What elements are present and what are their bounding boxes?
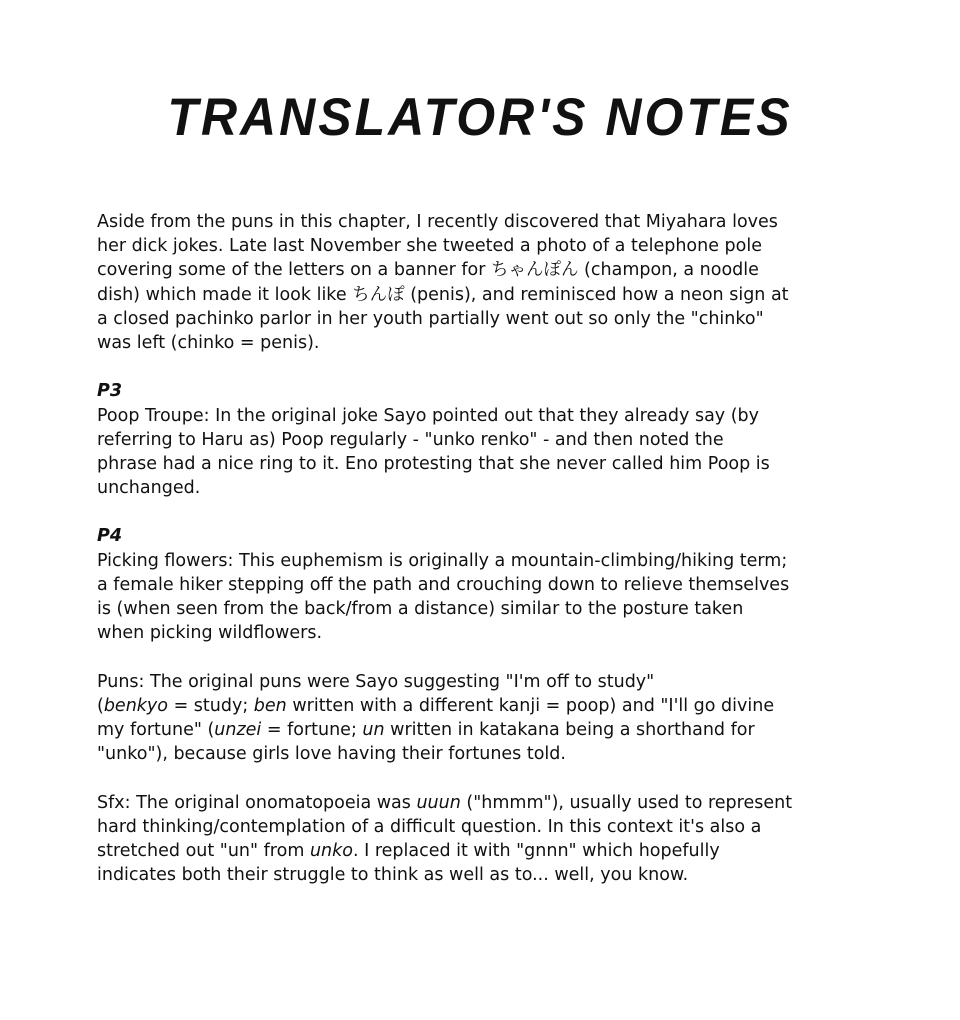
italic-term: unzei bbox=[214, 719, 262, 740]
text-segment: . I replaced it with "gnnn" which hopefully bbox=[352, 840, 720, 861]
text-line bbox=[97, 863, 792, 887]
text-segment: unchanged. bbox=[97, 478, 201, 499]
text-segment: Sfx: The original onomatopoeia was bbox=[97, 792, 417, 813]
text-segment: ("hmmm"), usually used to represent bbox=[460, 792, 793, 813]
text-line bbox=[97, 331, 792, 355]
text-line bbox=[97, 839, 792, 863]
note-paragraph bbox=[97, 210, 792, 355]
text-segment: a closed pachinko parlor in her youth partially went out so only the "chinko" bbox=[97, 308, 764, 329]
text-line bbox=[97, 210, 792, 234]
text-segment: "unko"), because girls love having their fortunes told. bbox=[97, 744, 566, 765]
section-heading: P3 bbox=[97, 381, 123, 402]
italic-term: ben bbox=[253, 695, 287, 716]
text-segment: written with a different kanji = poop) and "I'll go divine bbox=[286, 695, 775, 716]
text-segment: a female hiker stepping off the path and crouching down to relieve themselves bbox=[97, 574, 790, 595]
note-paragraph bbox=[97, 549, 792, 646]
text-line bbox=[97, 404, 792, 428]
note-paragraph bbox=[97, 791, 792, 888]
text-segment: Poop Troupe: In the original joke Sayo pointed out that they already say (by bbox=[97, 405, 760, 426]
italic-term: uuun bbox=[416, 792, 461, 813]
text-segment: her dick jokes. Late last November she tweeted a photo of a telephone pole bbox=[97, 236, 762, 257]
text-line bbox=[97, 791, 792, 815]
text-line bbox=[97, 694, 792, 718]
text-segment: Aside from the puns in this chapter, I recently discovered that Miyahara loves bbox=[97, 212, 778, 232]
text-segment: Puns: The original puns were Sayo suggesting "I'm off to study" bbox=[97, 671, 655, 692]
text-line bbox=[97, 307, 792, 331]
text-segment: = fortune; bbox=[261, 719, 363, 740]
text-line bbox=[97, 476, 792, 500]
text-segment: referring to Haru as) Poop regularly - "unko renko" - and then noted the bbox=[97, 429, 724, 450]
italic-term: benkyo bbox=[103, 695, 168, 716]
text-line bbox=[97, 549, 792, 573]
text-segment: dish) which made it look like ちんぽ (penis), and reminisced how a neon sign at bbox=[97, 284, 789, 305]
text-line bbox=[97, 258, 792, 282]
text-segment: stretched out "un" from bbox=[97, 840, 310, 861]
text-segment: hard thinking/contemplation of a difficult question. In this context it's also a bbox=[97, 816, 762, 837]
text-segment: Picking flowers: This euphemism is originally a mountain-climbing/hiking term; bbox=[97, 550, 788, 571]
text-segment: written in katakana being a shorthand for bbox=[384, 719, 755, 740]
text-line bbox=[97, 742, 792, 766]
italic-term: un bbox=[362, 719, 385, 740]
paragraph-gap bbox=[97, 500, 792, 524]
text-line bbox=[97, 428, 792, 452]
note-paragraph bbox=[97, 670, 792, 767]
note-paragraph bbox=[97, 404, 792, 501]
text-line bbox=[97, 573, 792, 597]
text-line bbox=[97, 815, 792, 839]
text-segment: my fortune" ( bbox=[97, 719, 215, 740]
page-title: TRANSLATOR'S NOTES bbox=[167, 87, 793, 147]
text-line bbox=[97, 670, 792, 694]
text-segment: when picking wildflowers. bbox=[97, 623, 323, 644]
text-segment: covering some of the letters on a banner for ちゃんぽん (champon, a noodle bbox=[97, 260, 759, 281]
text-line bbox=[97, 452, 792, 476]
italic-term: unko bbox=[309, 840, 353, 861]
text-line bbox=[97, 283, 792, 307]
notes-body bbox=[97, 210, 792, 887]
text-segment: was left (chinko = penis). bbox=[97, 332, 320, 353]
text-line bbox=[97, 597, 792, 621]
text-line bbox=[97, 234, 792, 258]
text-line bbox=[97, 621, 792, 645]
section-heading: P4 bbox=[97, 526, 123, 547]
paragraph-gap bbox=[97, 355, 792, 379]
text-segment: ( bbox=[97, 695, 104, 716]
text-segment: indicates both their struggle to think as well as to... well, you know. bbox=[97, 865, 689, 886]
text-segment: is (when seen from the back/from a distance) similar to the posture taken bbox=[97, 599, 744, 619]
text-line bbox=[97, 718, 792, 742]
text-segment: = study; bbox=[168, 695, 254, 716]
paragraph-gap bbox=[97, 645, 792, 669]
paragraph-gap bbox=[97, 766, 792, 790]
text-segment: phrase had a nice ring to it. Eno protesting that she never called him Poop is bbox=[97, 453, 770, 474]
